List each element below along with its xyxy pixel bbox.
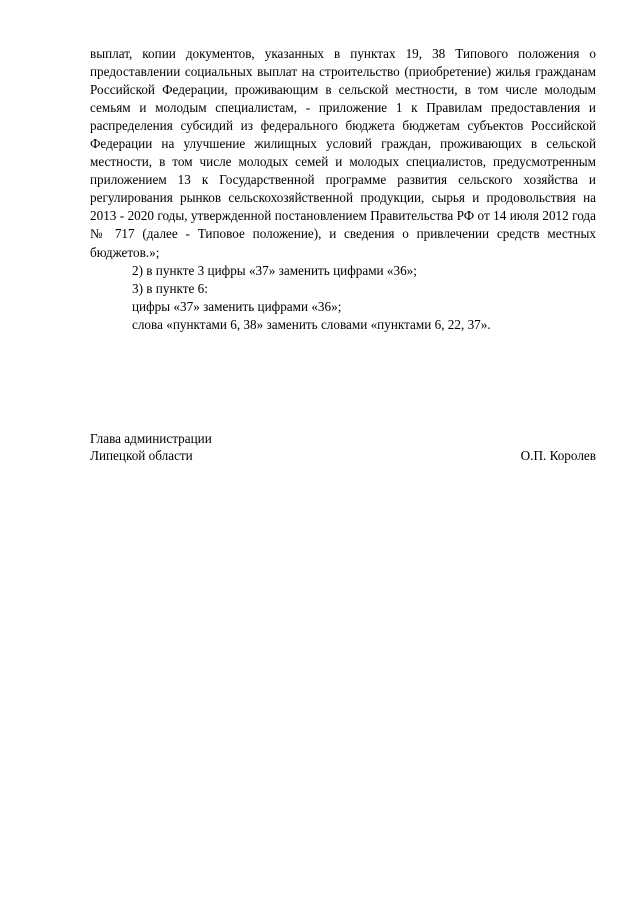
lead-paragraph: выплат, копии документов, указанных в пунктах 19, 38 Типового положения о предоставлении социальных выплат на строительство (приобретение) жилья гражданам Российской Федерации, проживающим в сельской местности, в том числе молодым семьям и молодым специалистам, - приложение 1 к Правилам предоставления и распределения субсидий из федерального бюджета бюджетам субъектов Российской Федерации на улучшение жилищных условий граждан, проживающих в сельской местности, в том числе молодых семей и молодых специалистов, предусмотренным приложением 13 к Государственной программе развития сельского хозяйства и регулирования рынков сельскохозяйственной продукции, сырья и продовольствия на 2013 - 2020 годы, утвержденной постановлением Правительства РФ от 14 июля 2012 года № 717 (далее - Типовое положение), и сведения о привлечении средств местных бюджетов.»; xyxy=(90,46,596,260)
signature-title-text2: Липецкой области xyxy=(90,448,193,463)
amendment-item-2: 2) в пункте 3 цифры «37» заменить цифрами «36»; xyxy=(132,262,417,278)
amendment-item-3-digits: цифры «37» заменить цифрами «36»; xyxy=(132,298,342,314)
document-body xyxy=(90,45,596,334)
amendment-item-3-words: слова «пунктами 6, 38» заменить словами «пунктами 6, 22, 37». xyxy=(132,316,491,332)
signature-block xyxy=(90,430,596,464)
signatory-name: О.П. Королев xyxy=(520,448,596,463)
amendment-item-3: 3) в пункте 6: xyxy=(132,280,208,296)
signature-title-line2 xyxy=(90,447,596,464)
signature-title-text1: Глава администрации xyxy=(90,431,212,446)
signature-title-line1 xyxy=(90,430,596,447)
